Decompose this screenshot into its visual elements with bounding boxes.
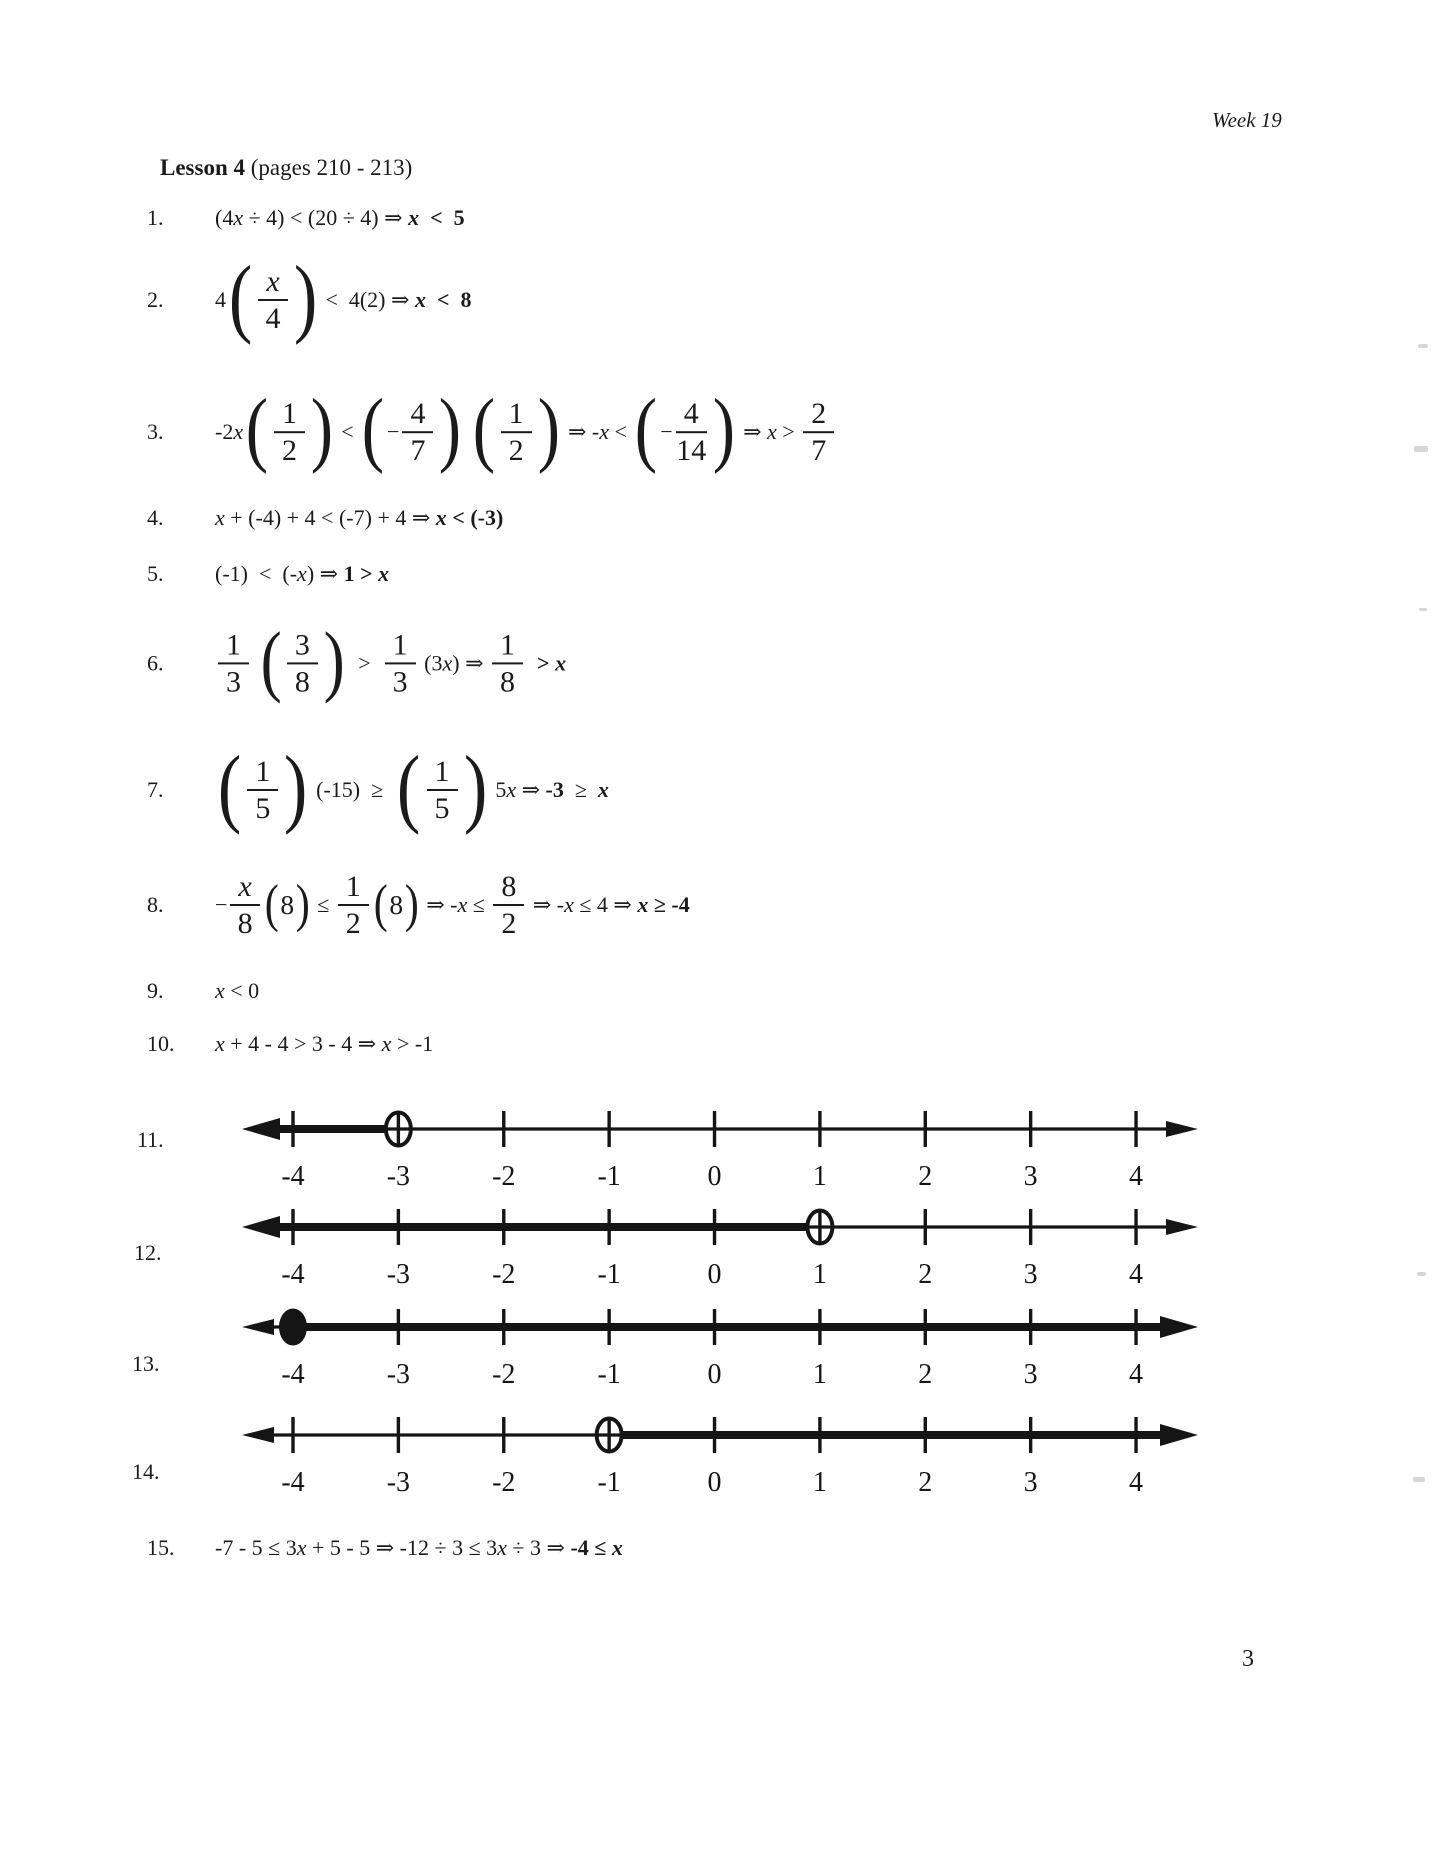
fraction: $\frac{1}{5}$ (247, 755, 278, 825)
lesson-title (160, 155, 412, 181)
left-paren: ( (245, 383, 269, 476)
problem-number: 8. (147, 892, 164, 917)
right-arrowhead (1166, 1121, 1198, 1137)
math-text: ÷ 4) < (20 ÷ 4) ⇒ (243, 205, 409, 230)
math-text: x (435, 505, 447, 530)
math-text: x (506, 777, 517, 802)
math-text: x (381, 1031, 392, 1056)
tick-label: 2 (918, 1467, 933, 1498)
fraction: $\frac{4}{14}$ (676, 397, 707, 467)
problem-expression (215, 616, 567, 705)
math-text: x (296, 1535, 307, 1560)
math-text: + 4 - 4 > 3 - 4 ⇒ (224, 1031, 382, 1056)
math-text: x (408, 205, 420, 230)
problem-row-3 (147, 383, 837, 476)
problem-row-15 (147, 1535, 623, 1561)
problem-row-2 (147, 249, 472, 347)
math-text: 4 (215, 287, 226, 312)
tick-label: 3 (1023, 1359, 1038, 1390)
tick-label: 0 (707, 1259, 722, 1290)
math-text (464, 419, 470, 445)
right-arrowhead (1166, 1219, 1198, 1235)
left-paren: ( (397, 739, 421, 837)
fraction: $\frac{1}{2}$ (501, 397, 532, 467)
problem-row-7 (147, 739, 609, 837)
math-text: x (378, 561, 390, 586)
closed-point (279, 1309, 307, 1346)
fraction: $\frac{1}{3}$ (218, 628, 249, 698)
problem-number: 15. (147, 1535, 175, 1560)
left-arrowhead (242, 1216, 280, 1238)
right-paren: ) (284, 739, 308, 837)
problem-expression (215, 1535, 623, 1561)
tick-label: -1 (597, 1359, 621, 1390)
right-paren: ) (439, 383, 462, 476)
left-arrowhead (242, 1118, 280, 1140)
math-text: (-1) < (- (215, 561, 298, 586)
math-text: 5 (489, 777, 507, 802)
problem-row-8 (147, 870, 690, 940)
fraction: $\frac{3}{8}$ (287, 628, 318, 698)
problem-expression (215, 205, 465, 231)
math-text: − (215, 892, 228, 917)
math-text: x (611, 1535, 623, 1560)
right-paren: ) (310, 383, 333, 476)
problem-expression (215, 561, 389, 587)
fraction: $\frac{1}{2}$ (274, 397, 305, 467)
numberline-11-label: 11. (137, 1127, 164, 1152)
left-paren: ( (472, 383, 495, 476)
tick-label: -1 (597, 1467, 621, 1498)
right-paren: ) (293, 249, 318, 347)
number-line-12 (240, 1197, 1200, 1298)
number-line-11 (240, 1099, 1200, 1200)
math-text: ≤ (311, 892, 335, 917)
math-text: x (414, 287, 426, 312)
fraction: $\frac{1}{5}$ (427, 755, 458, 825)
tick-label: 3 (1023, 1467, 1038, 1498)
scan-artifact (1413, 1477, 1425, 1482)
math-text: (-15) ≥ (310, 777, 395, 802)
math-text: x (297, 561, 307, 586)
number-line-14 (240, 1405, 1200, 1506)
right-paren: ) (537, 383, 560, 476)
problem-row-5 (147, 561, 389, 587)
tick-label: 1 (812, 1359, 827, 1390)
math-text: > (776, 419, 801, 444)
left-arrowhead (242, 1319, 274, 1335)
tick-label: -4 (281, 1259, 305, 1290)
problem-expression (215, 1031, 433, 1057)
math-text: x (637, 892, 649, 917)
problem-expression (215, 978, 259, 1004)
left-arrowhead (242, 1427, 274, 1443)
scan-artifact (1414, 446, 1428, 452)
math-text: x (233, 205, 244, 230)
problem-number: 4. (147, 505, 164, 530)
tick-label: 4 (1129, 1259, 1144, 1290)
tick-label: -3 (386, 1259, 411, 1290)
math-text: ⇒ (737, 419, 767, 444)
right-paren: ) (712, 383, 735, 476)
right-paren: ) (295, 874, 310, 933)
numberline-14-label: 14. (132, 1459, 160, 1484)
math-text: < (609, 419, 633, 444)
math-text: 8 (389, 889, 404, 920)
math-text (252, 650, 258, 676)
left-paren: ( (264, 874, 279, 933)
math-text: x (233, 419, 244, 444)
tick-label: -4 (281, 1467, 305, 1498)
math-text: x (215, 505, 225, 530)
tick-label: 1 (812, 1161, 827, 1192)
math-text: x (442, 649, 453, 675)
tick-label: 0 (707, 1467, 722, 1498)
number-line-13 (240, 1297, 1200, 1398)
math-text: ⇒ (516, 777, 546, 802)
math-text: ≥ (563, 777, 598, 802)
left-paren: ( (635, 383, 658, 476)
fraction: $\frac{8}{2}$ (493, 870, 524, 940)
math-text: x (497, 1535, 507, 1560)
tick-label: -3 (386, 1161, 411, 1192)
math-text: ÷ 3 ⇒ (506, 1535, 571, 1560)
right-arrowhead (1160, 1316, 1198, 1338)
math-text: x (457, 892, 468, 917)
fraction: $\frac{4}{7}$ (402, 397, 433, 467)
math-text: x (555, 649, 567, 675)
page-number: 3 (1242, 1646, 1254, 1672)
tick-label: 3 (1023, 1259, 1038, 1290)
math-text: − (660, 419, 673, 444)
math-text: (4 (215, 205, 234, 230)
right-paren: ) (463, 739, 487, 837)
problem-number: 10. (147, 1031, 175, 1056)
tick-label: 0 (707, 1161, 722, 1192)
math-text: -4 ≤ (570, 1535, 612, 1560)
tick-label: -1 (597, 1161, 621, 1192)
tick-label: -2 (492, 1359, 516, 1390)
right-paren: ) (323, 616, 345, 705)
problem-number: 5. (147, 561, 164, 586)
problem-number: 9. (147, 978, 164, 1003)
problem-number: 1. (147, 205, 164, 230)
number-line-svg (240, 1099, 1200, 1195)
math-text: > (526, 649, 556, 675)
fraction: $\frac{x}{8}$ (230, 870, 259, 940)
tick-label: -3 (386, 1467, 411, 1498)
problem-number: 2. (147, 287, 164, 312)
week-header: Week 19 (1212, 108, 1282, 132)
problem-number: 3. (147, 419, 164, 444)
math-text: ≤ (467, 892, 491, 917)
math-text: > -1 (391, 1031, 434, 1056)
problem-row-9 (147, 978, 259, 1004)
tick-label: -3 (386, 1359, 411, 1390)
math-text: − (387, 419, 400, 444)
math-text: -3 (545, 777, 564, 802)
right-paren: ) (404, 874, 419, 933)
math-text: ⇒ - (562, 419, 600, 444)
problem-expression (215, 383, 837, 476)
problem-expression (215, 505, 503, 531)
math-text: -7 - 5 ≤ 3 (215, 1535, 297, 1560)
tick-label: 3 (1023, 1161, 1038, 1192)
tick-label: 2 (918, 1359, 933, 1390)
math-text: ⇒ - (420, 892, 458, 917)
problem-row-10 (147, 1031, 433, 1057)
tick-label: -2 (492, 1467, 516, 1498)
math-text: x (597, 777, 609, 802)
scan-artifact (1418, 344, 1428, 348)
fraction: $\frac{2}{7}$ (803, 397, 834, 467)
math-text: x (215, 1031, 225, 1056)
math-text: ⇒ - (527, 892, 565, 917)
math-text: + (-4) + 4 < (-7) + 4 ⇒ (224, 505, 436, 530)
number-line-svg (240, 1405, 1200, 1501)
math-text: 8 (280, 889, 295, 920)
math-text: 1 > (343, 561, 379, 586)
numberline-12-label: 12. (134, 1240, 162, 1265)
fraction: $\frac{x}{4}$ (258, 265, 287, 335)
right-arrowhead (1160, 1424, 1198, 1446)
problem-expression (215, 249, 472, 347)
numberline-13-label: 13. (132, 1351, 160, 1376)
left-paren: ( (361, 383, 385, 476)
math-text: x (599, 419, 610, 444)
math-text: < (335, 419, 360, 444)
math-text: x (564, 892, 574, 917)
left-paren: ( (373, 874, 388, 933)
math-text: ) ⇒ (306, 561, 344, 586)
problem-number: 6. (147, 649, 164, 675)
lesson-title-pages: (pages 210 - 213) (245, 155, 413, 180)
number-line-svg (240, 1297, 1200, 1393)
tick-label: 0 (707, 1359, 722, 1390)
tick-label: 2 (918, 1259, 933, 1290)
tick-label: 4 (1129, 1467, 1144, 1498)
scan-artifact (1419, 608, 1427, 611)
problem-row-1 (147, 205, 465, 231)
problem-expression (215, 739, 609, 837)
problem-expression (215, 870, 690, 940)
scan-artifact (1417, 1272, 1426, 1276)
problem-row-6 (147, 616, 567, 705)
tick-label: -1 (597, 1259, 621, 1290)
math-text: (3 (418, 649, 443, 675)
math-text: + 5 - 5 ⇒ -12 ÷ 3 ≤ 3 (306, 1535, 498, 1560)
math-text: < (-3) (446, 505, 504, 530)
tick-label: 1 (812, 1467, 827, 1498)
tick-label: -4 (281, 1359, 305, 1390)
left-paren: ( (260, 616, 282, 705)
lesson-title-bold: Lesson 4 (160, 155, 245, 180)
tick-label: 4 (1129, 1359, 1144, 1390)
tick-label: 2 (918, 1161, 933, 1192)
tick-label: -2 (492, 1161, 516, 1192)
fraction: $\frac{1}{3}$ (385, 628, 416, 698)
math-text: < 4(2) ⇒ (319, 287, 415, 312)
fraction: $\frac{1}{8}$ (492, 628, 523, 698)
math-text: ≥ -4 (648, 892, 690, 917)
math-text: < 8 (425, 287, 472, 312)
tick-label: 1 (812, 1259, 827, 1290)
number-line-svg (240, 1197, 1200, 1293)
math-text: x (767, 419, 777, 444)
problem-row-4 (147, 505, 503, 531)
math-text: > (347, 649, 382, 675)
problem-number: 7. (147, 777, 164, 802)
math-text: < 5 (419, 205, 465, 230)
left-paren: ( (228, 249, 253, 347)
tick-label: -4 (281, 1161, 305, 1192)
fraction: $\frac{1}{2}$ (338, 870, 369, 940)
tick-label: -2 (492, 1259, 516, 1290)
math-text: ) ⇒ (452, 649, 490, 675)
math-text: < 0 (224, 978, 260, 1003)
math-text: x (215, 978, 225, 1003)
math-text: ≤ 4 ⇒ (573, 892, 638, 917)
left-paren: ( (217, 739, 242, 837)
math-text: -2 (215, 419, 234, 444)
tick-label: 4 (1129, 1161, 1144, 1192)
